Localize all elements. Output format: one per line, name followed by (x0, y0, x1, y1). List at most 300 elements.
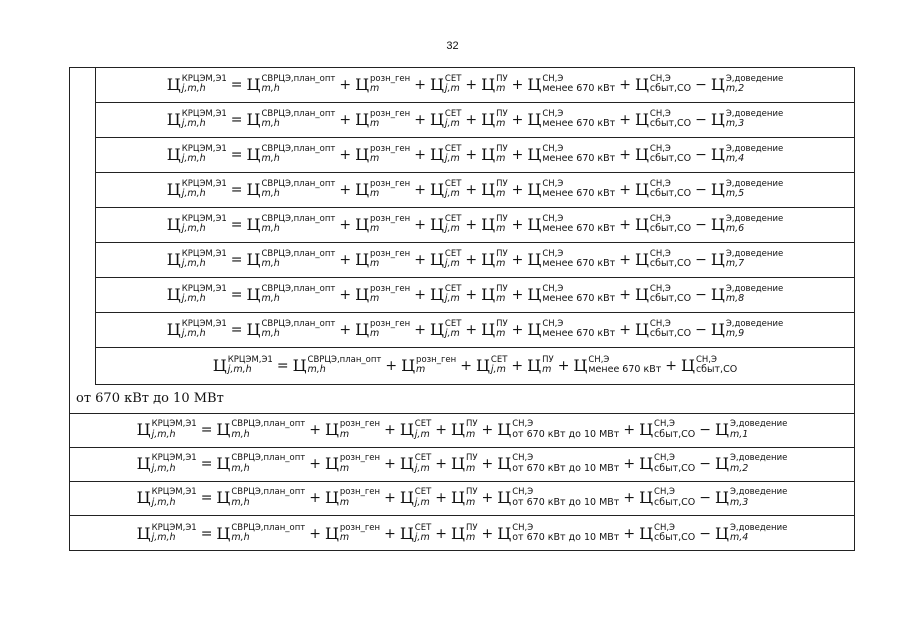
retail-generation-term (355, 283, 411, 305)
plus-sign: + (309, 422, 321, 439)
formula-row (96, 173, 854, 208)
network-term-subscript: j,m (444, 83, 460, 95)
plus-sign: + (619, 216, 631, 233)
adjustment-term-superscript: Э,доведение (725, 73, 784, 84)
plus-sign: + (309, 490, 321, 507)
price-symbol: Ц (246, 284, 261, 304)
network-term-subscript: j,m (414, 462, 430, 474)
price-symbol: Ц (429, 179, 444, 199)
price-symbol: Ц (166, 284, 181, 304)
wholesale-price-term-superscript: СВРЦЭ,план_опт (261, 178, 336, 189)
voltage-term (497, 455, 619, 474)
retail-generation-term-superscript: розн_ген (370, 213, 411, 224)
price-symbol: Ц (573, 355, 588, 375)
plus-sign: + (435, 456, 448, 473)
sales-term (639, 421, 695, 440)
lhs-term-superscript: КРЦЭМ,Э1 (151, 453, 197, 464)
network-term-superscript: СЕТ (444, 283, 462, 294)
plus-sign: + (619, 76, 631, 93)
infrastructure-term-superscript: ПУ (496, 248, 508, 259)
infrastructure-term-superscript: ПУ (465, 522, 478, 533)
wholesale-price-term-superscript: СВРЦЭ,план_опт (231, 522, 306, 533)
plus-sign: + (435, 422, 448, 439)
lhs-term-superscript: КРЦЭМ,Э1 (181, 318, 227, 329)
lhs-term (166, 318, 227, 340)
infrastructure-term (451, 489, 478, 508)
network-term-superscript: СЕТ (414, 453, 432, 464)
plus-sign: + (623, 422, 636, 439)
voltage-term-superscript: СН,Э (542, 108, 564, 119)
sales-term-superscript: СН,Э (649, 73, 671, 84)
wholesale-price-term-subscript: m,h (231, 428, 250, 440)
plus-sign: + (309, 456, 321, 473)
plus-sign: + (511, 146, 524, 163)
price-symbol: Ц (136, 454, 151, 474)
network-term-subscript: j,m (444, 223, 460, 235)
sales-term-superscript: СН,Э (649, 248, 671, 259)
plus-sign: + (481, 490, 494, 507)
infrastructure-term-superscript: ПУ (496, 178, 508, 189)
infrastructure-term-subscript: m (496, 83, 506, 95)
network-term (429, 143, 462, 165)
infrastructure-term (481, 283, 508, 305)
adjustment-term (710, 178, 784, 200)
sales-term (680, 354, 738, 376)
plus-sign: + (339, 286, 352, 303)
formula (136, 522, 788, 544)
lhs-term-subscript: j,m,h (181, 258, 206, 270)
formula (137, 455, 788, 474)
network-term (429, 213, 462, 235)
plus-sign: + (339, 251, 352, 268)
sales-term-superscript: СН,Э (654, 487, 675, 498)
lhs-term (166, 213, 227, 235)
voltage-term-superscript: СН,Э (542, 283, 564, 294)
lhs-term-superscript: КРЦЭМ,Э1 (151, 522, 197, 533)
price-symbol: Ц (710, 74, 725, 94)
price-symbol: Ц (166, 179, 181, 199)
price-symbol: Ц (481, 74, 496, 94)
price-symbol: Ц (429, 109, 444, 129)
adjustment-term-superscript: Э,доведение (729, 419, 788, 430)
minus-sign: − (695, 181, 707, 198)
retail-generation-term-subscript: m (416, 364, 426, 376)
voltage-term (527, 213, 616, 235)
wholesale-price-term-subscript: m,h (231, 532, 250, 544)
infrastructure-term-subscript: m (465, 496, 476, 508)
sales-term-subscript: сбыт,СО (649, 83, 692, 95)
adjustment-term-superscript: Э,доведение (725, 213, 784, 224)
formula (166, 318, 784, 340)
wholesale-price-term-superscript: СВРЦЭ,план_опт (261, 143, 336, 154)
voltage-term (497, 522, 620, 544)
adjustment-term (710, 283, 784, 305)
minus-sign: − (699, 456, 711, 473)
minus-sign: − (695, 251, 707, 268)
lhs-term-superscript: КРЦЭМ,Э1 (181, 73, 227, 84)
plus-sign: + (414, 181, 426, 198)
formula-row (70, 482, 854, 516)
infrastructure-term-superscript: ПУ (496, 143, 508, 154)
page-number: 32 (446, 40, 459, 52)
minus-sign: − (695, 111, 707, 128)
adjustment-term (710, 248, 784, 270)
price-symbol: Ц (710, 109, 725, 129)
infrastructure-term-subscript: m (496, 258, 506, 270)
infrastructure-term (527, 354, 554, 376)
plus-sign: + (511, 251, 524, 268)
lhs-term-subscript: j,m,h (151, 532, 176, 544)
price-symbol: Ц (246, 214, 261, 234)
equals-sign: = (200, 490, 213, 507)
plus-sign: + (414, 286, 426, 303)
price-symbol: Ц (527, 284, 542, 304)
lhs-term-superscript: КРЦЭМ,Э1 (181, 213, 227, 224)
lhs-term (137, 455, 197, 474)
plus-sign: + (511, 111, 524, 128)
formula-row (96, 278, 854, 313)
sales-term (634, 108, 692, 130)
price-symbol: Ц (527, 144, 542, 164)
plus-sign: + (339, 146, 352, 163)
price-symbol: Ц (715, 488, 729, 508)
price-symbol: Ц (639, 454, 654, 474)
price-symbol: Ц (136, 488, 151, 508)
price-symbol: Ц (246, 144, 261, 164)
equals-sign: = (230, 251, 243, 268)
retail-generation-term-subscript: m (370, 153, 380, 165)
price-symbol: Ц (399, 488, 414, 508)
wholesale-price-term (216, 455, 305, 474)
lhs-term (212, 354, 273, 376)
network-term-subscript: j,m (444, 328, 460, 340)
lhs-term (166, 283, 227, 305)
infrastructure-term-subscript: m (496, 223, 506, 235)
retail-generation-term-superscript: розн_ген (370, 283, 411, 294)
price-symbol: Ц (634, 74, 649, 94)
sales-term-subscript: сбыт,СО (649, 188, 692, 200)
sales-term (639, 522, 696, 544)
retail-generation-term-superscript: розн_ген (370, 73, 411, 84)
adjustment-term-superscript: Э,доведение (725, 283, 784, 294)
price-symbol: Ц (475, 355, 490, 375)
adjustment-term (710, 143, 784, 165)
plus-sign: + (309, 525, 321, 542)
price-symbol: Ц (639, 488, 654, 508)
plus-sign: + (384, 456, 396, 473)
adjustment-term (710, 318, 784, 340)
sales-term-subscript: сбыт,СО (654, 532, 696, 544)
price-symbol: Ц (715, 454, 729, 474)
wholesale-price-term (246, 213, 336, 235)
wholesale-price-term-superscript: СВРЦЭ,план_опт (261, 283, 336, 294)
price-symbol: Ц (429, 249, 444, 269)
price-symbol: Ц (246, 249, 261, 269)
plus-sign: + (465, 321, 478, 338)
plus-sign: + (511, 216, 524, 233)
price-symbol: Ц (216, 454, 231, 474)
wholesale-price-term-superscript: СВРЦЭ,план_опт (231, 487, 306, 498)
retail-generation-term-superscript: розн_ген (370, 108, 411, 119)
price-symbol: Ц (527, 214, 542, 234)
retail-generation-term-subscript: m (339, 532, 350, 544)
minus-sign: − (699, 490, 711, 507)
adjustment-term (710, 108, 784, 130)
voltage-term-subscript: менее 670 кВт (542, 153, 616, 165)
price-symbol: Ц (355, 74, 370, 94)
price-symbol: Ц (634, 109, 649, 129)
price-symbol: Ц (451, 488, 465, 508)
lhs-term (166, 108, 227, 130)
wholesale-price-term-subscript: m,h (261, 118, 280, 130)
wholesale-price-term-subscript: m,h (261, 223, 280, 235)
minus-sign: − (695, 146, 707, 163)
wholesale-price-term (246, 143, 336, 165)
price-symbol: Ц (710, 179, 725, 199)
formula (212, 354, 738, 376)
lhs-term (137, 489, 197, 508)
retail-generation-term-subscript: m (370, 293, 380, 305)
voltage-term (527, 143, 616, 165)
price-symbol: Ц (634, 284, 649, 304)
infrastructure-term (481, 143, 508, 165)
sales-term-subscript: сбыт,СО (649, 293, 692, 305)
lhs-term-subscript: j,m,h (181, 328, 206, 340)
lhs-term-subscript: j,m,h (151, 496, 176, 508)
price-symbol: Ц (136, 420, 151, 440)
network-term-subscript: j,m (414, 496, 430, 508)
price-symbol: Ц (429, 74, 444, 94)
sales-term (634, 73, 692, 95)
price-symbol: Ц (355, 319, 370, 339)
price-symbol: Ц (497, 523, 512, 543)
retail-generation-term (401, 354, 457, 376)
adjustment-term-subscript: m,4 (729, 532, 749, 544)
plus-sign: + (435, 490, 448, 507)
sales-term (634, 143, 692, 165)
voltage-term-subscript: менее 670 кВт (542, 188, 616, 200)
network-term-subscript: j,m (444, 258, 460, 270)
plus-sign: + (511, 76, 524, 93)
retail-generation-term (355, 178, 411, 200)
adjustment-term (715, 455, 787, 474)
infrastructure-term (481, 248, 508, 270)
plus-sign: + (414, 321, 426, 338)
retail-generation-term (325, 455, 380, 474)
voltage-term-superscript: СН,Э (542, 318, 564, 329)
wholesale-price-term (246, 108, 336, 130)
price-symbol: Ц (216, 523, 231, 543)
lhs-term-subscript: j,m,h (181, 83, 206, 95)
retail-generation-term (355, 108, 411, 130)
price-symbol: Ц (166, 144, 181, 164)
retail-generation-term (325, 421, 380, 440)
voltage-term-superscript: СН,Э (542, 143, 564, 154)
voltage-term-subscript: от 670 кВт до 10 МВт (512, 496, 620, 508)
plus-sign: + (465, 146, 478, 163)
network-term (429, 73, 462, 95)
lhs-term (166, 73, 227, 95)
voltage-term-superscript: СН,Э (588, 354, 610, 365)
network-term-superscript: СЕТ (414, 419, 432, 430)
price-symbol: Ц (292, 355, 307, 375)
adjustment-term-subscript: m,3 (729, 496, 749, 508)
sales-term-subscript: сбыт,СО (695, 364, 738, 376)
lhs-term (136, 522, 197, 544)
equals-sign: = (230, 181, 243, 198)
summary-formula-row (96, 348, 854, 385)
retail-generation-term-subscript: m (370, 83, 380, 95)
infrastructure-term-subscript: m (496, 188, 506, 200)
price-symbol: Ц (710, 284, 725, 304)
sales-term-subscript: сбыт,СО (649, 328, 692, 340)
formula (166, 178, 784, 200)
retail-generation-term-superscript: розн_ген (339, 522, 381, 533)
formula-row (96, 243, 854, 278)
sales-term-subscript: сбыт,СО (654, 462, 696, 474)
adjustment-term-subscript: m,8 (725, 293, 745, 305)
infrastructure-term (481, 178, 508, 200)
plus-sign: + (339, 111, 352, 128)
lhs-term-superscript: КРЦЭМ,Э1 (151, 419, 197, 430)
network-term-superscript: СЕТ (414, 522, 432, 533)
voltage-term-subscript: менее 670 кВт (588, 364, 662, 376)
adjustment-term-subscript: m,2 (729, 462, 749, 474)
price-symbol: Ц (527, 319, 542, 339)
voltage-term-subscript: от 670 кВт до 10 МВт (512, 532, 620, 544)
formula-table (69, 67, 855, 551)
voltage-term-subscript: от 670 кВт до 10 МВт (512, 428, 620, 440)
sales-term-subscript: сбыт,СО (649, 118, 692, 130)
plus-sign: + (414, 111, 426, 128)
plus-sign: + (481, 525, 494, 542)
retail-generation-term-superscript: розн_ген (370, 143, 411, 154)
voltage-term-subscript: менее 670 кВт (542, 328, 616, 340)
formula-row (96, 313, 854, 348)
adjustment-term (715, 421, 787, 440)
plus-sign: + (465, 76, 478, 93)
adjustment-term (710, 213, 784, 235)
price-symbol: Ц (324, 488, 339, 508)
sales-term-superscript: СН,Э (649, 143, 671, 154)
network-term-superscript: СЕТ (444, 318, 462, 329)
lhs-term-superscript: КРЦЭМ,Э1 (181, 178, 227, 189)
price-symbol: Ц (481, 109, 496, 129)
plus-sign: + (435, 525, 448, 542)
equals-sign: = (276, 357, 289, 374)
lhs-term-superscript: КРЦЭМ,Э1 (181, 143, 227, 154)
price-symbol: Ц (634, 249, 649, 269)
price-symbol: Ц (429, 144, 444, 164)
plus-sign: + (619, 286, 631, 303)
lhs-term (166, 248, 227, 270)
wholesale-price-term-subscript: m,h (261, 153, 280, 165)
price-symbol: Ц (715, 420, 729, 440)
price-symbol: Ц (355, 284, 370, 304)
sales-term-subscript: сбыт,СО (654, 496, 696, 508)
price-symbol: Ц (166, 214, 181, 234)
network-term-subscript: j,m (444, 293, 460, 305)
lhs-term-subscript: j,m,h (181, 293, 206, 305)
sales-term (634, 283, 692, 305)
infrastructure-term-subscript: m (465, 428, 476, 440)
plus-sign: + (414, 216, 426, 233)
voltage-term (497, 421, 619, 440)
minus-sign: − (695, 286, 707, 303)
wholesale-price-term-superscript: СВРЦЭ,план_опт (231, 453, 306, 464)
voltage-term-subscript: от 670 кВт до 10 МВт (512, 462, 620, 474)
network-term-superscript: СЕТ (444, 108, 462, 119)
adjustment-term-subscript: m,7 (725, 258, 745, 270)
formula-row (96, 68, 854, 103)
lhs-term-subscript: j,m,h (181, 223, 206, 235)
plus-sign: + (339, 321, 352, 338)
wholesale-price-term (292, 354, 382, 376)
price-symbol: Ц (324, 454, 339, 474)
minus-sign: − (699, 525, 711, 542)
retail-generation-term-superscript: розн_ген (370, 248, 411, 259)
network-term-superscript: СЕТ (414, 487, 432, 498)
network-term-subscript: j,m (490, 364, 506, 376)
voltage-term-superscript: СН,Э (512, 522, 534, 533)
price-symbol: Ц (527, 109, 542, 129)
adjustment-term-superscript: Э,доведение (725, 248, 784, 259)
adjustment-term-superscript: Э,доведение (725, 143, 784, 154)
infrastructure-term-superscript: ПУ (496, 73, 508, 84)
price-symbol: Ц (497, 454, 512, 474)
lhs-term-superscript: КРЦЭМ,Э1 (181, 248, 227, 259)
price-symbol: Ц (429, 319, 444, 339)
plus-sign: + (465, 251, 478, 268)
formula-row (70, 414, 854, 448)
voltage-term-subscript: менее 670 кВт (542, 83, 616, 95)
voltage-term (527, 73, 616, 95)
plus-sign: + (619, 111, 631, 128)
infrastructure-term (481, 213, 508, 235)
price-symbol: Ц (246, 74, 261, 94)
price-symbol: Ц (355, 249, 370, 269)
lhs-term-superscript: КРЦЭМ,Э1 (227, 354, 273, 365)
price-symbol: Ц (246, 319, 261, 339)
price-symbol: Ц (497, 420, 512, 440)
wholesale-price-term-superscript: СВРЦЭ,план_опт (231, 419, 306, 430)
sales-term-superscript: СН,Э (649, 318, 671, 329)
voltage-term-subscript: менее 670 кВт (542, 118, 616, 130)
equals-sign: = (230, 111, 243, 128)
retail-generation-term-superscript: розн_ген (370, 318, 411, 329)
network-term-superscript: СЕТ (444, 178, 462, 189)
wholesale-price-term-subscript: m,h (261, 83, 280, 95)
infrastructure-term (481, 108, 508, 130)
plus-sign: + (557, 357, 570, 374)
lhs-term-subscript: j,m,h (227, 364, 252, 376)
minus-sign: − (695, 321, 707, 338)
section-label: от 670 кВт до 10 МВт (76, 391, 224, 406)
voltage-term-subscript: менее 670 кВт (542, 223, 616, 235)
retail-generation-term-subscript: m (339, 462, 350, 474)
plus-sign: + (384, 525, 396, 542)
wholesale-price-term (246, 73, 336, 95)
lhs-term (166, 143, 227, 165)
retail-generation-term-superscript: розн_ген (370, 178, 411, 189)
lhs-term (137, 421, 197, 440)
formula (166, 73, 784, 95)
voltage-term (497, 489, 619, 508)
adjustment-term-subscript: m,3 (725, 118, 745, 130)
infrastructure-term-superscript: ПУ (465, 453, 478, 464)
adjustment-term (715, 522, 788, 544)
infrastructure-term-superscript: ПУ (465, 487, 478, 498)
